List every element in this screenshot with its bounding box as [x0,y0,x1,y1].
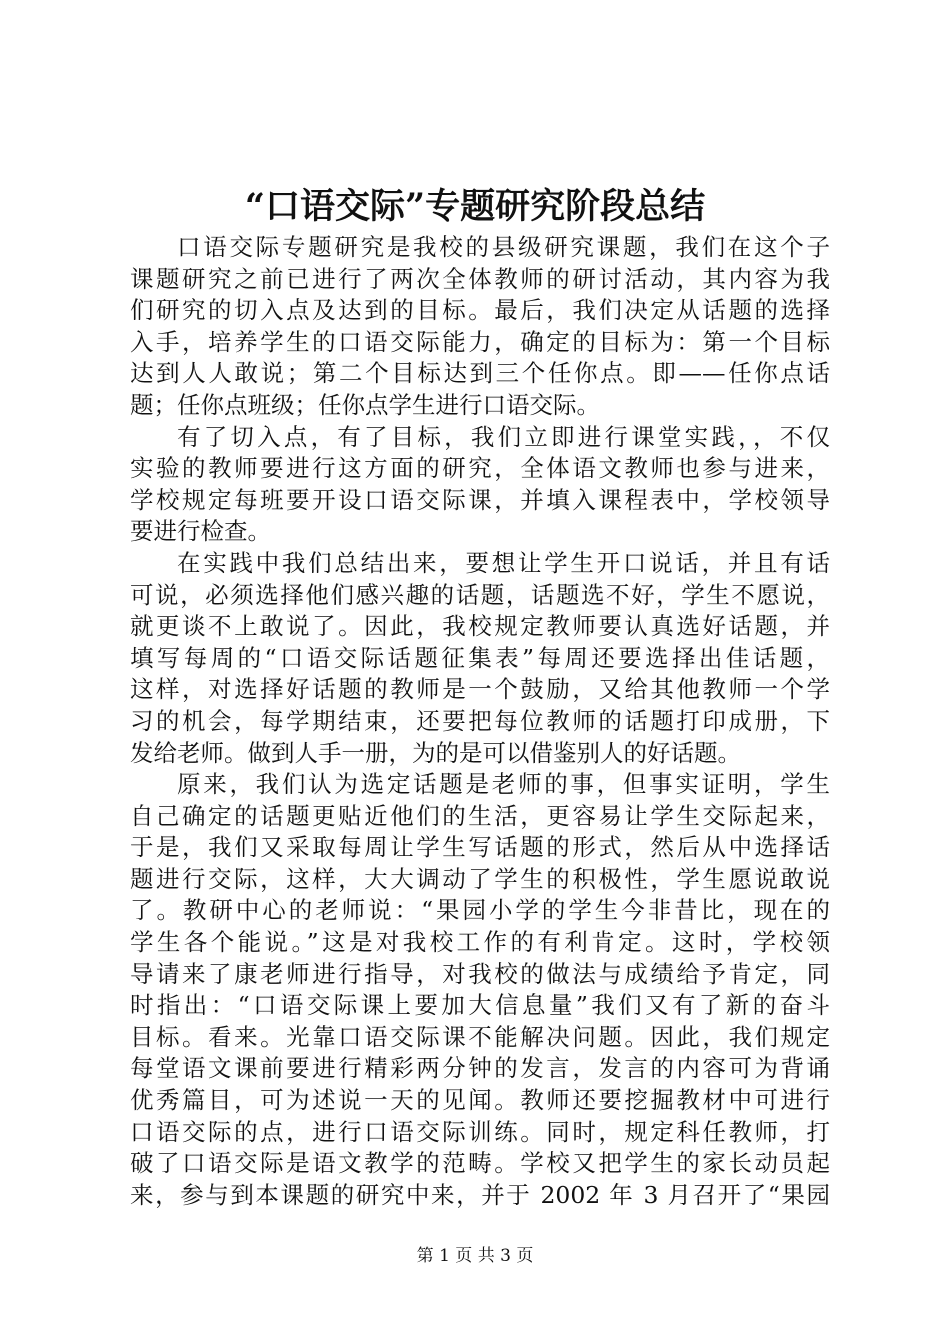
text-line: 导请来了康老师进行指导，对我校的做法与成绩给予肯定，同 [130,959,830,988]
text-line: 原来，我们认为选定话题是老师的事，但事实证明，学生 [177,770,830,799]
text-line: 有了切入点，有了目标，我们立即进行课堂实践，，不仅 [177,422,830,451]
text-line: 题；任你点班级；任你点学生进行口语交际。 [130,390,600,419]
text-line: 习的机会，每学期结束，还要把每位教师的话题打印成册，下 [130,706,830,735]
document-body [130,232,830,1211]
text-line: 可说，必须选择他们感兴趣的话题，话题选不好，学生不愿说， [130,580,830,609]
text-line: 时指出：“口语交际课上要加大信息量”我们又有了新的奋斗 [130,991,830,1020]
text-line: 们研究的切入点及达到的目标。最后，我们决定从话题的选择 [130,296,830,325]
text-line: 达到人人敢说；第二个目标达到三个任你点。即——任你点话 [130,359,830,388]
text-line: 填写每周的“口语交际话题征集表”每周还要选择出佳话题， [130,643,830,672]
text-line: 破了口语交际是语文教学的范畴。学校又把学生的家长动员起 [130,1149,830,1178]
text-line: 学校规定每班要开设口语交际课，并填入课程表中，学校领导 [130,485,830,514]
text-line: 来，参与到本课题的研究中来，并于 2002 年 3 月召开了“果园 [130,1180,830,1209]
text-line: 优秀篇目，可为述说一天的见闻。教师还要挖掘教材中可进行 [130,1086,830,1115]
text-line: 入手，培养学生的口语交际能力，确定的目标为：第一个目标 [130,327,830,356]
text-line: 于是，我们又采取每周让学生写话题的形式，然后从中选择话 [130,833,830,862]
text-line: 口语交际的点，进行口语交际训练。同时，规定科任教师，打 [130,1117,830,1146]
text-line: 目标。看来。光靠口语交际课不能解决问题。因此，我们规定 [130,1022,830,1051]
text-line: 实验的教师要进行这方面的研究，全体语文教师也参与进来， [130,454,830,483]
text-line: 这样，对选择好话题的教师是一个鼓励，又给其他教师一个学 [130,675,830,704]
text-line: 在实践中我们总结出来，要想让学生开口说话，并且有话 [177,548,830,577]
text-line: 就更谈不上敢说了。因此，我校规定教师要认真选好话题，并 [130,612,830,641]
text-line: 要进行检查。 [130,517,271,546]
text-line: 课题研究之前已进行了两次全体教师的研讨活动，其内容为我 [130,264,830,293]
text-line: 了。教研中心的老师说：“果园小学的学生今非昔比，现在的 [130,896,830,925]
text-line: 口语交际专题研究是我校的县级研究课题，我们在这个子 [177,233,830,261]
text-line: 自己确定的话题更贴近他们的生活，更容易让学生交际起来， [130,801,830,830]
text-line: 发给老师。做到人手一册，为的是可以借鉴别人的好话题。 [130,738,741,767]
text-line: 每堂语文课前要进行精彩两分钟的发言，发言的内容可为背诵 [130,1054,830,1083]
text-line: 题进行交际，这样，大大调动了学生的积极性，学生愿说敢说 [130,864,830,893]
document-title: “口语交际”专题研究阶段总结 [244,186,706,227]
page-footer: 第 1 页 共 3 页 [416,1246,534,1266]
text-line: 学生各个能说。”这是对我校工作的有利肯定。这时，学校领 [130,928,830,957]
